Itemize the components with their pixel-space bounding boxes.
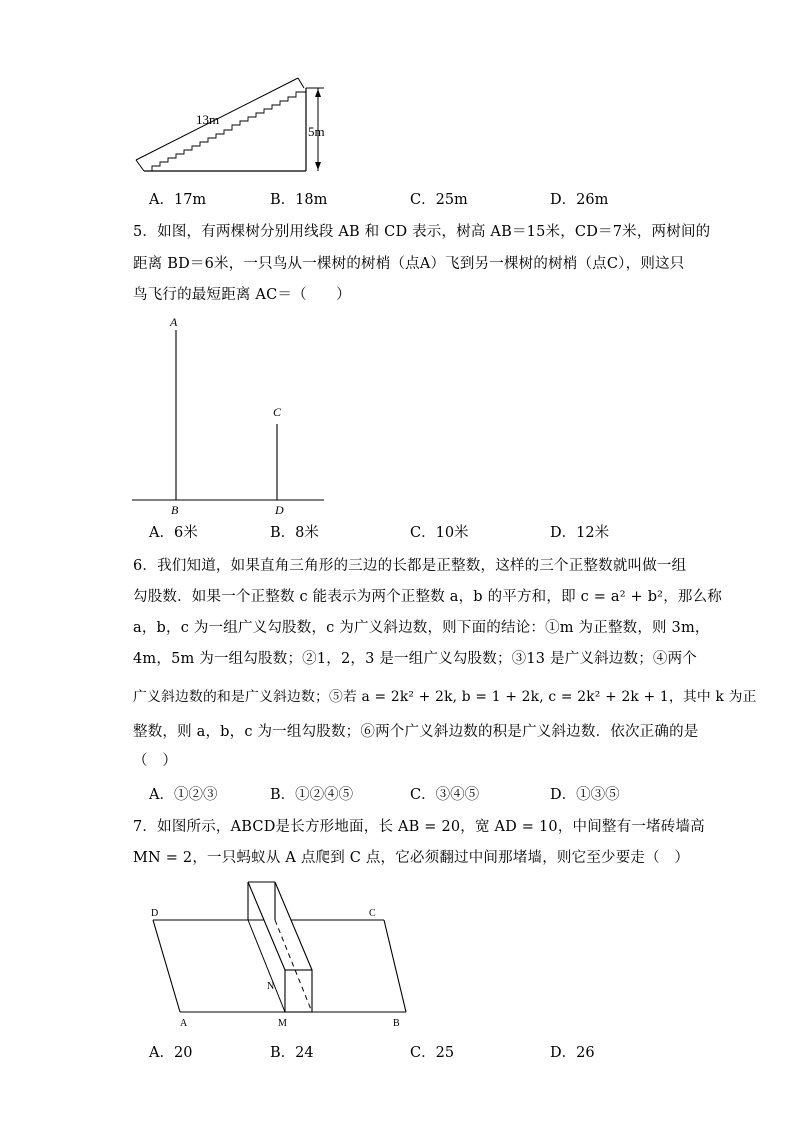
- staircase-figure: [130, 74, 340, 180]
- q5-option-d: D．12米: [550, 525, 610, 541]
- q5-option-b: B．8米: [270, 525, 319, 541]
- q4-option-d: D．26m: [550, 192, 609, 208]
- q7-option-a: A．20: [149, 1045, 193, 1061]
- label-d: D: [151, 908, 159, 919]
- trees-figure: [130, 312, 330, 518]
- q7-option-b: B．24: [270, 1045, 314, 1061]
- q7-line-2: MN = 2，一只蚂蚁从 A 点爬到 C 点，它必须翻过中间那堵墙，则它至少要走（ ）: [133, 850, 690, 866]
- q6-line-5: 广义斜边数的和是广义斜边数；⑤若 a = 2k² + 2k, b = 1 + 2k, c = 2k² + 2k + 1，其中 k 为正: [133, 689, 757, 705]
- height-label: 5m: [308, 124, 325, 139]
- q7-line-1: 7．如图所示，ABCD是长方形地面，长 AB = 20，宽 AD = 10，中间整有一堵砖墙高: [133, 819, 705, 835]
- q7-option-d: D．26: [550, 1045, 595, 1061]
- q6-line-7: （ ）: [133, 753, 178, 769]
- q6-line-6: 整数，则 a，b，c 为一组勾股数；⑥两个广义斜边数的积是广义斜边数．依次正确的是: [133, 724, 699, 740]
- point-b-label: B: [171, 503, 179, 517]
- label-m: M: [278, 1018, 287, 1029]
- q6-option-b: B．①②④⑤: [270, 787, 354, 803]
- label-a: A: [180, 1018, 188, 1029]
- label-b: B: [393, 1018, 400, 1029]
- wall-figure: [140, 872, 415, 1032]
- q6-line-2: 勾股数．如果一个正整数 c 能表示为两个正整数 a，b 的平方和，即 c = a² + b²，那么称: [133, 589, 722, 605]
- q6-option-a: A．①②③: [149, 787, 218, 803]
- q6-option-d: D．①③⑤: [550, 787, 620, 803]
- q5-line-1: 5．如图，有两棵树分别用线段 AB 和 CD 表示，树高 AB＝15米，CD＝7米，两树间的: [133, 224, 711, 240]
- point-c-label: C: [273, 405, 282, 419]
- point-d-label: D: [275, 503, 284, 517]
- q6-line-1: 6．我们知道，如果直角三角形的三边的长都是正整数，这样的三个正整数就叫做一组: [133, 558, 687, 574]
- label-n: N: [267, 981, 275, 992]
- q7-option-c: C．25: [410, 1045, 455, 1061]
- q4-option-b: B．18m: [270, 192, 328, 208]
- q4-option-a: A．17m: [149, 192, 207, 208]
- q5-line-2: 距离 BD＝6米，一只鸟从一棵树的树梢（点A）飞到另一棵树的树梢（点C），则这只: [133, 256, 685, 272]
- q4-option-c: C．25m: [410, 192, 468, 208]
- q6-option-c: C．③④⑤: [410, 787, 480, 803]
- point-a-label: A: [170, 315, 178, 329]
- q6-line-3: a，b，c 为一组广义勾股数，c 为广义斜边数，则下面的结论：①m 为正整数，则 3m，: [133, 620, 710, 636]
- q5-option-a: A．6米: [149, 525, 198, 541]
- q6-line-4: 4m，5m 为一组勾股数；②1，2，3 是一组广义勾股数；③13 是广义斜边数；④两个: [133, 651, 698, 667]
- q5-line-3: 鸟飞行的最短距离 AC＝（ ）: [133, 287, 351, 303]
- q5-option-c: C．10米: [410, 525, 469, 541]
- hypotenuse-label: 13m: [196, 112, 220, 127]
- label-c: C: [369, 908, 376, 919]
